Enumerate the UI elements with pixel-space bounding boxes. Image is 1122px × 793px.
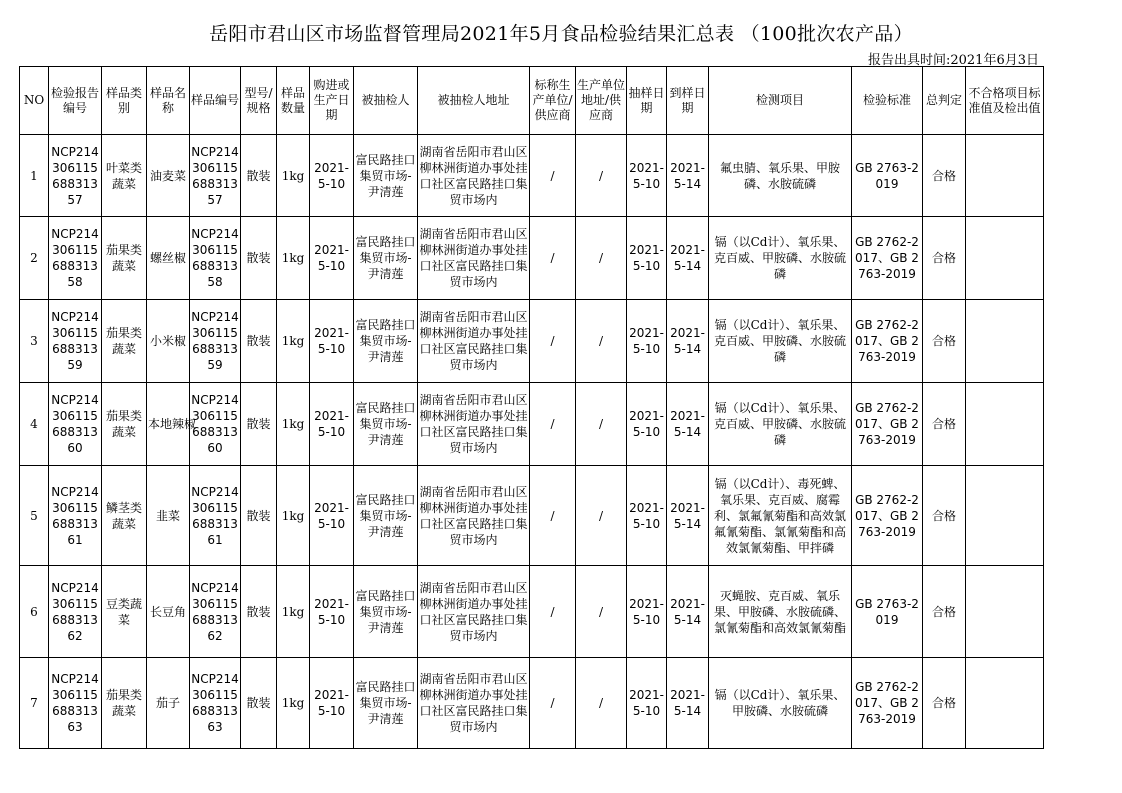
col-header-name: 样品名称 xyxy=(147,67,190,135)
cell-items: 灭蝇胺、克百威、氧乐果、甲胺磷、水胺硫磷、氯氰菊酯和高效氯氰菊酯 xyxy=(709,566,852,658)
cell-qty: 1kg xyxy=(277,658,310,749)
cell-spec: 散装 xyxy=(241,383,277,466)
col-header-arrive-date: 到样日期 xyxy=(667,67,709,135)
cell-verdict: 合格 xyxy=(923,566,966,658)
cell-arrive-date: 2021-5-14 xyxy=(667,383,709,466)
cell-category: 豆类蔬菜 xyxy=(102,566,147,658)
results-table xyxy=(19,66,1044,749)
cell-name: 长豆角 xyxy=(147,566,190,658)
cell-producer: / xyxy=(530,300,576,383)
table-row xyxy=(20,658,1044,749)
cell-sample-no: NCP21430611568831357 xyxy=(190,135,241,217)
cell-items: 氟虫腈、氧乐果、甲胺磷、水胺硫磷 xyxy=(709,135,852,217)
col-header-prod-date: 购进或生产日期 xyxy=(310,67,354,135)
cell-sample-date: 2021-5-10 xyxy=(627,217,667,300)
cell-prod-date: 2021-5-10 xyxy=(310,658,354,749)
cell-producer: / xyxy=(530,217,576,300)
cell-no: 7 xyxy=(20,658,49,749)
cell-verdict: 合格 xyxy=(923,383,966,466)
cell-address: 湖南省岳阳市君山区柳林洲街道办事处挂口社区富民路挂口集贸市场内 xyxy=(418,466,530,566)
cell-qty: 1kg xyxy=(277,135,310,217)
col-header-producer: 标称生产单位/供应商 xyxy=(530,67,576,135)
cell-inspected: 富民路挂口集贸市场-尹清莲 xyxy=(354,658,418,749)
cell-address: 湖南省岳阳市君山区柳林洲街道办事处挂口社区富民路挂口集贸市场内 xyxy=(418,383,530,466)
cell-sample-no: NCP21430611568831358 xyxy=(190,217,241,300)
cell-no: 2 xyxy=(20,217,49,300)
cell-standard: GB 2762-2017、GB 2763-2019 xyxy=(852,300,923,383)
cell-report-no: NCP21430611568831360 xyxy=(49,383,102,466)
cell-fail xyxy=(966,383,1044,466)
cell-sample-no: NCP21430611568831361 xyxy=(190,466,241,566)
cell-inspected: 富民路挂口集贸市场-尹清莲 xyxy=(354,300,418,383)
cell-no: 6 xyxy=(20,566,49,658)
col-header-producer-addr: 生产单位地址/供应商 xyxy=(576,67,627,135)
cell-prod-date: 2021-5-10 xyxy=(310,383,354,466)
cell-inspected: 富民路挂口集贸市场-尹清莲 xyxy=(354,135,418,217)
cell-report-no: NCP21430611568831361 xyxy=(49,466,102,566)
cell-fail xyxy=(966,658,1044,749)
table-row xyxy=(20,217,1044,300)
cell-prod-date: 2021-5-10 xyxy=(310,300,354,383)
cell-name: 本地辣椒 xyxy=(147,383,190,466)
col-header-inspected: 被抽检人 xyxy=(354,67,418,135)
cell-inspected: 富民路挂口集贸市场-尹清莲 xyxy=(354,566,418,658)
cell-qty: 1kg xyxy=(277,466,310,566)
cell-items: 镉（以Cd计）、氧乐果、克百威、甲胺磷、水胺硫磷 xyxy=(709,383,852,466)
cell-arrive-date: 2021-5-14 xyxy=(667,466,709,566)
cell-category: 鳞茎类蔬菜 xyxy=(102,466,147,566)
cell-verdict: 合格 xyxy=(923,135,966,217)
cell-prod-date: 2021-5-10 xyxy=(310,566,354,658)
cell-producer-addr: / xyxy=(576,466,627,566)
col-header-sample-date: 抽样日期 xyxy=(627,67,667,135)
cell-fail xyxy=(966,217,1044,300)
cell-report-no: NCP21430611568831362 xyxy=(49,566,102,658)
cell-category: 茄果类蔬菜 xyxy=(102,383,147,466)
cell-standard: GB 2763-2019 xyxy=(852,566,923,658)
cell-verdict: 合格 xyxy=(923,466,966,566)
col-header-no: NO xyxy=(20,67,49,135)
cell-producer-addr: / xyxy=(576,566,627,658)
cell-sample-date: 2021-5-10 xyxy=(627,135,667,217)
table-row xyxy=(20,466,1044,566)
cell-items: 镉（以Cd计）、氧乐果、克百威、甲胺磷、水胺硫磷 xyxy=(709,217,852,300)
cell-standard: GB 2762-2017、GB 2763-2019 xyxy=(852,466,923,566)
cell-producer-addr: / xyxy=(576,383,627,466)
cell-arrive-date: 2021-5-14 xyxy=(667,566,709,658)
cell-arrive-date: 2021-5-14 xyxy=(667,658,709,749)
cell-name: 茄子 xyxy=(147,658,190,749)
cell-verdict: 合格 xyxy=(923,658,966,749)
cell-standard: GB 2762-2017、GB 2763-2019 xyxy=(852,658,923,749)
table-row xyxy=(20,383,1044,466)
cell-qty: 1kg xyxy=(277,217,310,300)
cell-prod-date: 2021-5-10 xyxy=(310,217,354,300)
col-header-category: 样品类别 xyxy=(102,67,147,135)
cell-qty: 1kg xyxy=(277,300,310,383)
cell-spec: 散装 xyxy=(241,300,277,383)
cell-spec: 散装 xyxy=(241,135,277,217)
cell-category: 茄果类蔬菜 xyxy=(102,300,147,383)
cell-category: 叶菜类蔬菜 xyxy=(102,135,147,217)
cell-prod-date: 2021-5-10 xyxy=(310,466,354,566)
cell-standard: GB 2762-2017、GB 2763-2019 xyxy=(852,217,923,300)
report-date: 报告出具时间:2021年6月3日 xyxy=(867,53,1039,68)
cell-address: 湖南省岳阳市君山区柳林洲街道办事处挂口社区富民路挂口集贸市场内 xyxy=(418,566,530,658)
cell-producer: / xyxy=(530,383,576,466)
cell-producer: / xyxy=(530,135,576,217)
cell-inspected: 富民路挂口集贸市场-尹清莲 xyxy=(354,217,418,300)
col-header-sample-no: 样品编号 xyxy=(190,67,241,135)
cell-producer: / xyxy=(530,566,576,658)
cell-items: 镉（以Cd计）、氧乐果、甲胺磷、水胺硫磷 xyxy=(709,658,852,749)
cell-category: 茄果类蔬菜 xyxy=(102,658,147,749)
cell-qty: 1kg xyxy=(277,383,310,466)
cell-spec: 散装 xyxy=(241,466,277,566)
cell-fail xyxy=(966,135,1044,217)
cell-arrive-date: 2021-5-14 xyxy=(667,217,709,300)
cell-standard: GB 2762-2017、GB 2763-2019 xyxy=(852,383,923,466)
table-row xyxy=(20,300,1044,383)
cell-verdict: 合格 xyxy=(923,217,966,300)
cell-address: 湖南省岳阳市君山区柳林洲街道办事处挂口社区富民路挂口集贸市场内 xyxy=(418,300,530,383)
cell-category: 茄果类蔬菜 xyxy=(102,217,147,300)
cell-spec: 散装 xyxy=(241,217,277,300)
cell-producer: / xyxy=(530,658,576,749)
cell-name: 螺丝椒 xyxy=(147,217,190,300)
col-header-spec: 型号/规格 xyxy=(241,67,277,135)
col-header-address: 被抽检人地址 xyxy=(418,67,530,135)
cell-name: 小米椒 xyxy=(147,300,190,383)
cell-verdict: 合格 xyxy=(923,300,966,383)
cell-producer-addr: / xyxy=(576,217,627,300)
cell-sample-no: NCP21430611568831363 xyxy=(190,658,241,749)
cell-address: 湖南省岳阳市君山区柳林洲街道办事处挂口社区富民路挂口集贸市场内 xyxy=(418,658,530,749)
col-header-standard: 检验标准 xyxy=(852,67,923,135)
col-header-fail: 不合格项目标准值及检出值 xyxy=(966,67,1044,135)
cell-sample-no: NCP21430611568831359 xyxy=(190,300,241,383)
cell-producer: / xyxy=(530,466,576,566)
table-row xyxy=(20,135,1044,217)
cell-name: 韭菜 xyxy=(147,466,190,566)
cell-inspected: 富民路挂口集贸市场-尹清莲 xyxy=(354,383,418,466)
col-header-items: 检测项目 xyxy=(709,67,852,135)
cell-sample-no: NCP21430611568831360 xyxy=(190,383,241,466)
cell-producer-addr: / xyxy=(576,135,627,217)
cell-name: 油麦菜 xyxy=(147,135,190,217)
cell-address: 湖南省岳阳市君山区柳林洲街道办事处挂口社区富民路挂口集贸市场内 xyxy=(418,135,530,217)
cell-sample-date: 2021-5-10 xyxy=(627,466,667,566)
table-row xyxy=(20,566,1044,658)
col-header-verdict: 总判定 xyxy=(923,67,966,135)
header-row xyxy=(20,67,1044,135)
cell-no: 5 xyxy=(20,466,49,566)
cell-report-no: NCP21430611568831357 xyxy=(49,135,102,217)
cell-no: 1 xyxy=(20,135,49,217)
cell-arrive-date: 2021-5-14 xyxy=(667,135,709,217)
cell-arrive-date: 2021-5-14 xyxy=(667,300,709,383)
cell-fail xyxy=(966,466,1044,566)
cell-report-no: NCP21430611568831359 xyxy=(49,300,102,383)
cell-spec: 散装 xyxy=(241,566,277,658)
cell-producer-addr: / xyxy=(576,658,627,749)
cell-items: 镉（以Cd计）、氧乐果、克百威、甲胺磷、水胺硫磷 xyxy=(709,300,852,383)
cell-report-no: NCP21430611568831363 xyxy=(49,658,102,749)
cell-fail xyxy=(966,300,1044,383)
cell-sample-date: 2021-5-10 xyxy=(627,383,667,466)
page-title: 岳阳市君山区市场监督管理局2021年5月食品检验结果汇总表 （100批次农产品） xyxy=(209,23,913,45)
cell-items: 镉（以Cd计）、毒死蜱、氧乐果、克百威、腐霉利、氯氟氰菊酯和高效氯氟氰菊酯、氯氰菊酯和高效氯氰菊酯、甲拌磷 xyxy=(709,466,852,566)
cell-prod-date: 2021-5-10 xyxy=(310,135,354,217)
cell-report-no: NCP21430611568831358 xyxy=(49,217,102,300)
cell-sample-date: 2021-5-10 xyxy=(627,300,667,383)
cell-sample-no: NCP21430611568831362 xyxy=(190,566,241,658)
cell-no: 3 xyxy=(20,300,49,383)
cell-qty: 1kg xyxy=(277,566,310,658)
cell-fail xyxy=(966,566,1044,658)
col-header-report-no: 检验报告编号 xyxy=(49,67,102,135)
cell-inspected: 富民路挂口集贸市场-尹清莲 xyxy=(354,466,418,566)
cell-sample-date: 2021-5-10 xyxy=(627,658,667,749)
cell-sample-date: 2021-5-10 xyxy=(627,566,667,658)
cell-no: 4 xyxy=(20,383,49,466)
cell-standard: GB 2763-2019 xyxy=(852,135,923,217)
cell-producer-addr: / xyxy=(576,300,627,383)
col-header-qty: 样品数量 xyxy=(277,67,310,135)
cell-address: 湖南省岳阳市君山区柳林洲街道办事处挂口社区富民路挂口集贸市场内 xyxy=(418,217,530,300)
cell-spec: 散装 xyxy=(241,658,277,749)
